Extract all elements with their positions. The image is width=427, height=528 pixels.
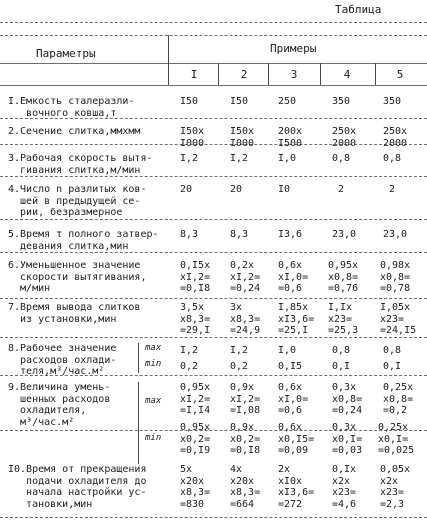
- value-cell-max: 0,95x xI,2= =I,I4: [180, 382, 211, 416]
- col-divider: [218, 63, 219, 85]
- value-cell: I,05x x23= =24,I5: [380, 302, 417, 336]
- min-label: min: [145, 433, 162, 443]
- max-label: max: [145, 343, 162, 353]
- rule: [0, 430, 427, 431]
- value-cell-min: 0,I5: [278, 361, 303, 372]
- value-cell: I50x I000: [180, 126, 205, 149]
- value-cell: 2: [338, 184, 345, 195]
- value-cell-min: 0,6x x0,I5= =0,09: [278, 422, 315, 456]
- table-caption: Таблица: [335, 3, 382, 16]
- value-cell: 0,8: [383, 153, 402, 164]
- value-cell: 8,3: [180, 229, 199, 240]
- col-divider: [320, 63, 321, 85]
- value-cell: I,0: [278, 153, 297, 164]
- value-cell: 0,8: [332, 153, 351, 164]
- value-cell: 350: [383, 96, 402, 107]
- value-cell-min: 0,3x x0,I= =0,03: [332, 422, 363, 456]
- param-label: 5.Время τ полного затвер- девания слитка,мин: [8, 229, 159, 252]
- rule: [0, 63, 427, 64]
- value-cell: I,2: [180, 153, 199, 164]
- param-label: I0.Время от прекращения подачи охладителя до начала настройки ус- тановки,мин: [8, 464, 147, 510]
- value-cell: 0,6x xI,0= =0,6: [278, 260, 309, 294]
- value-cell-min: 0,2: [230, 361, 249, 372]
- value-cell: 350: [332, 96, 351, 107]
- col-header-2: 2: [240, 68, 248, 81]
- param-label: 3.Рабочая скорость вытя- гивания слитка,м/мин: [8, 153, 153, 176]
- rule: [0, 144, 427, 145]
- max-min-divider: [138, 343, 139, 373]
- value-cell-min: 0,95x x0,2= =0,I9: [180, 422, 211, 456]
- value-cell: 5x x20x x8,3= =830: [180, 464, 211, 510]
- value-cell: I,85x xI3,6= =25,I: [278, 302, 315, 336]
- param-label: I.Емкость сталеразли- вочного ковша,т: [8, 96, 135, 119]
- col-header-4: 4: [343, 68, 351, 81]
- value-cell: 0,Ix x2x x23= =4,6: [332, 464, 357, 510]
- value-cell: 250: [278, 96, 297, 107]
- param-label: 2.Сечение слитка,ммхмм: [8, 126, 141, 137]
- value-cell: I3,6: [278, 229, 303, 240]
- value-cell: 2: [389, 184, 396, 195]
- value-cell: 0,05x x2x x23= =2,3: [380, 464, 411, 510]
- value-cell: I0: [278, 184, 291, 195]
- value-cell: 250x 2000: [332, 126, 357, 149]
- value-cell-max: I,2: [180, 345, 199, 356]
- rule: [0, 22, 427, 23]
- value-cell: 3,5x x8,3= =29,I: [180, 302, 211, 336]
- value-cell-min: 0,25x x0,I= =0,025: [378, 422, 415, 456]
- col-header-5: 5: [396, 68, 404, 81]
- col-divider: [375, 63, 376, 85]
- value-cell-max: 0,25x x0,8= =0,2: [383, 382, 414, 416]
- value-cell-max: I,2: [230, 345, 249, 356]
- col-header-1: I: [190, 68, 198, 81]
- value-cell-max: 0,8: [383, 345, 402, 356]
- col-divider: [168, 35, 169, 85]
- value-cell: 23,0: [332, 229, 357, 240]
- max-label: max: [145, 396, 162, 406]
- param-label: 8.Рабочее значение расходов охлади- теля,м³/час.м²: [8, 343, 117, 377]
- col-header-3: 3: [290, 68, 298, 81]
- value-cell: 8,3: [230, 229, 249, 240]
- value-cell: I50: [230, 96, 249, 107]
- param-label: 6.Уменьшенное значение скорости вытягивания, м/мин: [8, 260, 147, 294]
- rule: [0, 517, 427, 518]
- value-cell: I50x I000: [230, 126, 255, 149]
- value-cell: 200x I500: [278, 126, 303, 149]
- value-cell-min: 0,2: [180, 361, 199, 372]
- value-cell: 4x x20x x8,3= =664: [230, 464, 261, 510]
- value-cell: 250x 2000: [383, 126, 408, 149]
- param-label: 9.Величина умень- шенных расходов охладителя, м³/час.м²: [8, 382, 111, 428]
- value-cell-max: 0,3x x0,8= =0,24: [332, 382, 363, 416]
- param-label: 4.Число n разлитых ков- шей в предыдущей се- рии, безразмерное: [8, 184, 147, 218]
- value-cell-min: 0,I: [383, 361, 402, 372]
- rule: [0, 85, 427, 86]
- examples-header: Примеры: [270, 42, 317, 55]
- rule: [0, 35, 427, 36]
- value-cell: 0,98x x0,8= =0,78: [380, 260, 411, 294]
- param-label: 7.Время вывода слитков из установки,мин: [8, 302, 141, 325]
- value-cell: 2x xI0x xI3,6= =272: [278, 464, 315, 510]
- value-cell: 20: [230, 184, 243, 195]
- value-cell: 23,0: [383, 229, 408, 240]
- value-cell-min: 0,I: [332, 361, 351, 372]
- value-cell: I50: [180, 96, 199, 107]
- value-cell: 0,95x x0,8= =0,76: [328, 260, 359, 294]
- col-divider: [268, 63, 269, 85]
- params-header: Параметры: [36, 47, 96, 60]
- value-cell-max: 0,8: [332, 345, 351, 356]
- rule: [0, 298, 427, 299]
- max-min-divider: [138, 382, 139, 464]
- rule: [0, 337, 427, 338]
- rule: [0, 252, 427, 253]
- min-label: min: [145, 359, 162, 369]
- value-cell-min: 0,9x x0,2= =0,I8: [230, 422, 261, 456]
- value-cell: 0,I5x xI,2= =0,I8: [180, 260, 211, 294]
- value-cell: 3x x8,3= =24,9: [230, 302, 261, 336]
- value-cell-max: 0,6x xI,0= =0,6: [278, 382, 309, 416]
- value-cell: I,Ix x23= =25,3: [328, 302, 359, 336]
- value-cell: I,2: [230, 153, 249, 164]
- value-cell: 20: [180, 184, 193, 195]
- value-cell-max: I,0: [278, 345, 297, 356]
- value-cell: 0,2x xI,2= =0,24: [230, 260, 261, 294]
- value-cell-max: 0,9x xI,2= =I,08: [230, 382, 261, 416]
- rule: [0, 219, 427, 220]
- rule: [0, 176, 427, 177]
